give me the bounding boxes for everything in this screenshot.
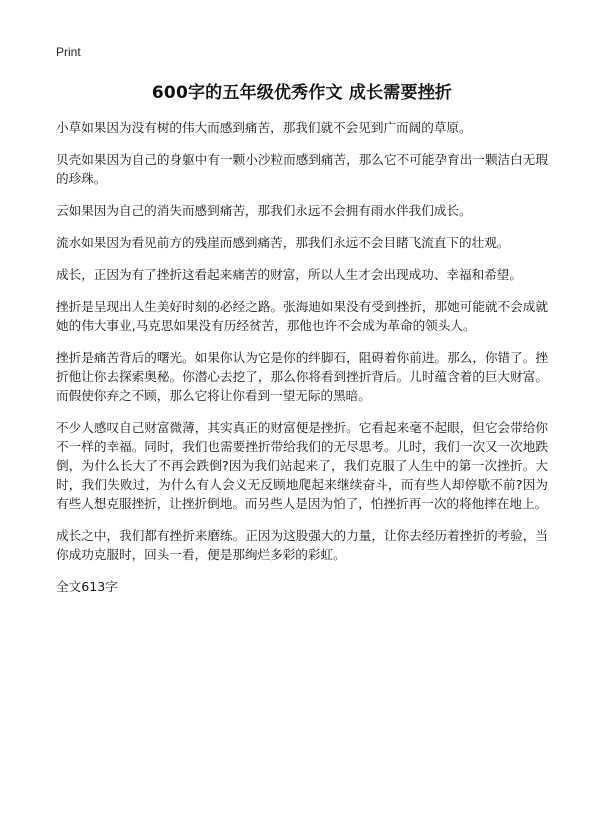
paragraph: 小草如果因为没有树的伟大而感到痛苦，那我们就不会见到广而阔的草原。 bbox=[56, 120, 472, 135]
article-title: 600字的五年级优秀作文 成长需要挫折 bbox=[151, 83, 453, 103]
print-link[interactable]: Print bbox=[56, 45, 81, 59]
paragraph: 挫折是痛苦背后的曙光。如果你认为它是你的绊脚石，阻碍着你前进。那么，你错了。挫折他让你去探索奥秘。你潜心去挖了，那么你将看到挫折背后。儿时蕴含着的巨大财富。而假使你弃之不顾，那么它将让你看到一望无际的黑暗。 bbox=[56, 350, 548, 403]
paragraph: 不少人感叹自己财富微薄，其实真正的财富便是挫折。它看起来毫不起眼，但它会带给你不一样的幸福。同时，我们也需要挫折带给我们的无尽思考。儿时，我们一次又一次地跌倒，为什么长大了不再会跌倒?因为我们站起来了，我们克服了人生中的第一次挫折。大时，我们失败过，为什么有人会义无反顾地爬起来继续奋斗，而有些人却停歇不前?因为有些人想克服挫折，让挫折倒地。而另些人是因为怕了，怕挫折再一次的将他摔在地上。 bbox=[56, 420, 548, 511]
paragraph: 贝壳如果因为自己的身躯中有一颗小沙粒而感到痛苦，那么它不可能孕育出一颗洁白无瑕的珍珠。 bbox=[56, 152, 548, 186]
article-body bbox=[56, 118, 548, 564]
word-count: 全文613字 bbox=[56, 579, 118, 594]
paragraph: 云如果因为自己的消失而感到痛苦，那我们永远不会拥有雨水伴我们成长。 bbox=[56, 203, 472, 218]
paragraph: 挫折是呈现出人生美好时刻的必经之路。张海迪如果没有受到挫折，那她可能就不会成就她的伟大事业,马克思如果没有历经贫苦，那他也许不会成为革命的领头人。 bbox=[56, 299, 548, 333]
paragraph: 成长之中，我们都有挫折来磨练。正因为这股强大的力量，让你去经历着挫折的考验，当你成功克服时，回头一看，便是那绚烂多彩的彩虹。 bbox=[56, 528, 548, 562]
paragraph: 流水如果因为看见前方的残崖而感到痛苦，那我们永远不会目睹飞流直下的壮观。 bbox=[56, 235, 510, 250]
paragraph: 成长，正因为有了挫折这看起来痛苦的财富，所以人生才会出现成功、幸福和希望。 bbox=[56, 267, 522, 282]
